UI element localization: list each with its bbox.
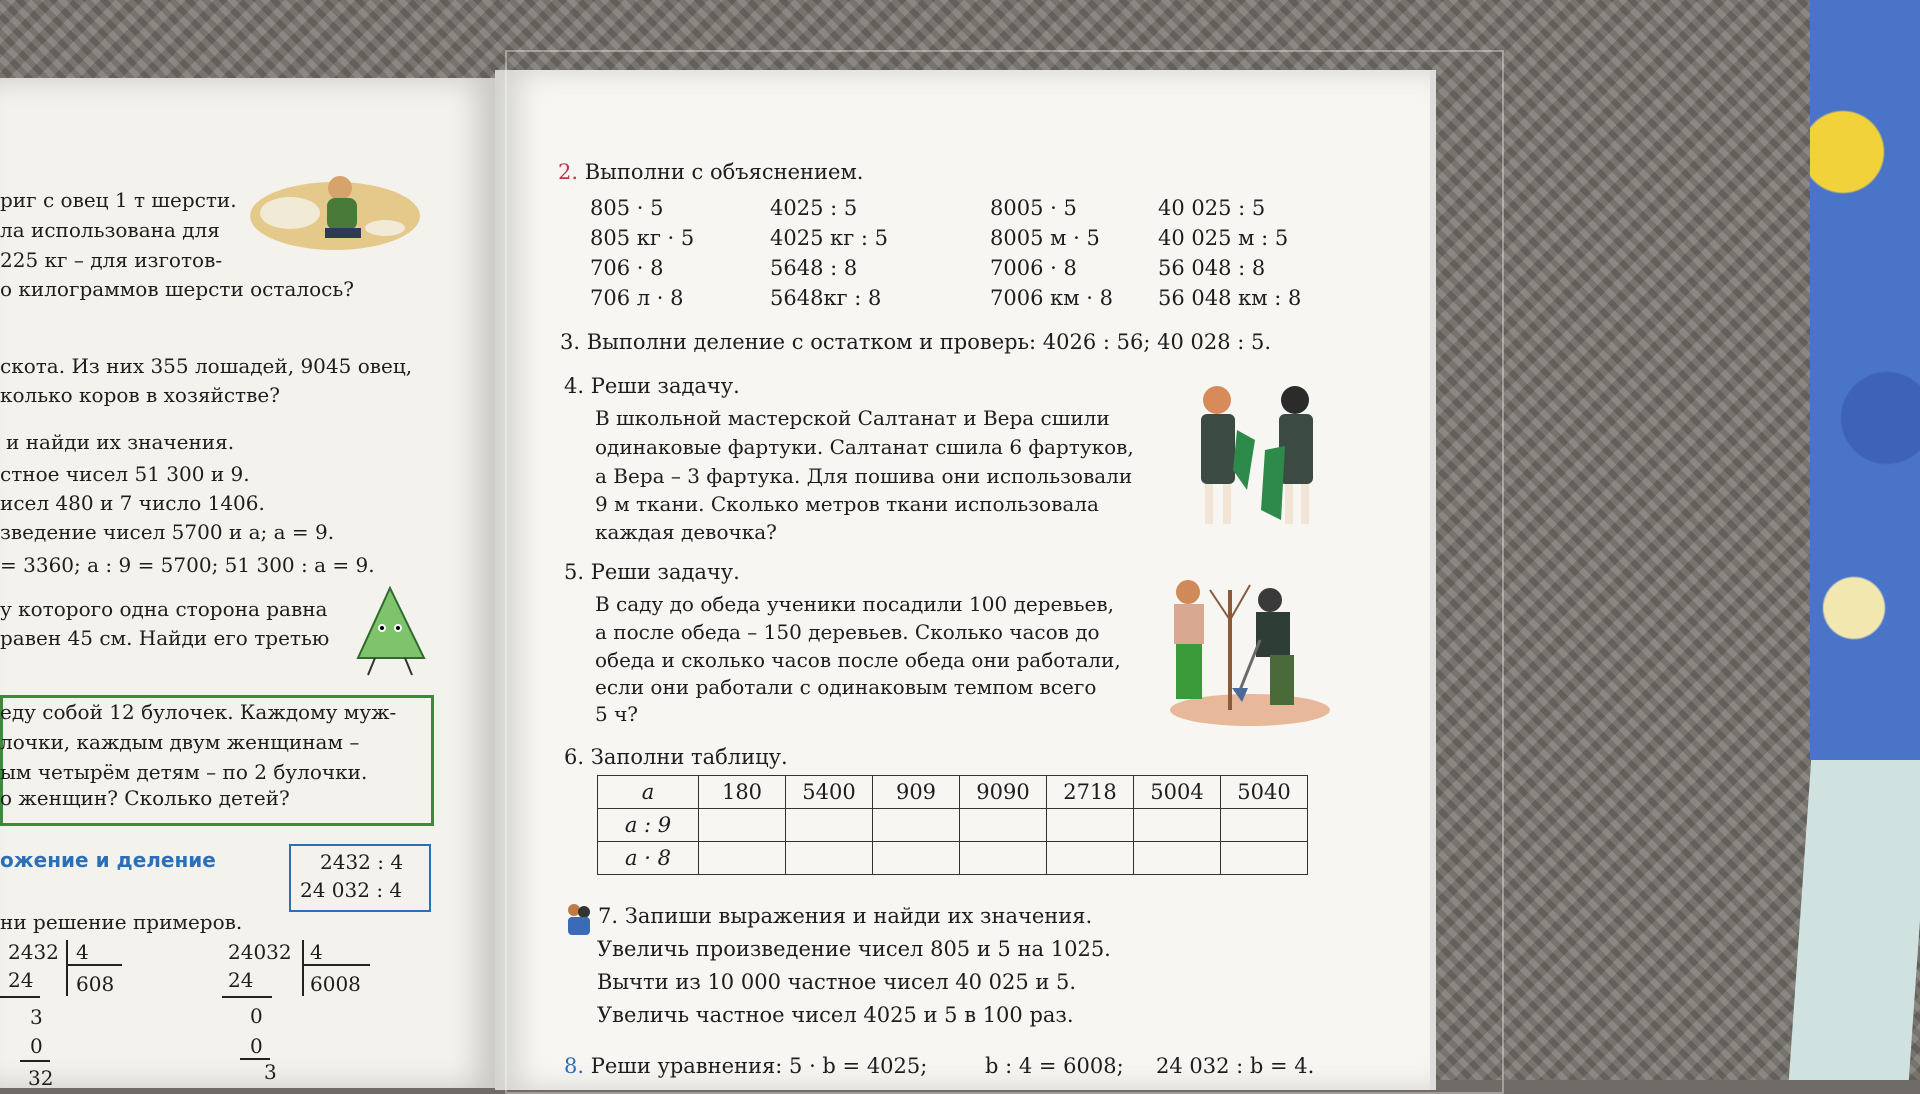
table-header-cell: 5400: [786, 776, 873, 809]
division-bar: [222, 996, 272, 998]
left-text-line: о килограммов шерсти осталось?: [0, 277, 354, 301]
left-text-line: и найди их значения.: [6, 430, 235, 454]
box-text-line: еду собой 12 булочек. Каждому муж-: [0, 700, 397, 724]
left-text-line: = 3360; а : 9 = 5700; 51 300 : а = 9.: [0, 553, 375, 577]
left-text-line: колько коров в хозяйстве?: [0, 383, 280, 407]
division-step: 24: [8, 968, 34, 992]
exercise-6-heading: [564, 745, 788, 769]
box-text-line: о женщин? Сколько детей?: [0, 786, 290, 810]
tree-planting-illustration: [1160, 560, 1335, 730]
ex5-line: обеда и сколько часов после обеда они работали,: [595, 648, 1121, 672]
ex2-cell: 706 · 8: [590, 256, 664, 280]
equation: b : 4 = 6008;: [985, 1054, 1124, 1078]
exercise-8: [564, 1054, 927, 1078]
table-cell: [873, 809, 960, 842]
table-row: [598, 776, 1308, 809]
boxed-example: 24 032 : 4: [300, 878, 403, 902]
notebook-edge: [1789, 760, 1920, 1080]
table-cell: [1221, 842, 1308, 875]
ex7-line: Вычти из 10 000 частное чисел 40 025 и 5.: [597, 970, 1077, 994]
left-text-line: равен 45 см. Найди его третью: [0, 626, 330, 650]
exercise-number: 2.: [558, 160, 579, 184]
division-bar: [66, 940, 68, 996]
exercise-title: Выполни с объяснением.: [584, 160, 864, 184]
table-header-cell: 5040: [1221, 776, 1308, 809]
table-row: [598, 842, 1308, 875]
instruction-text: ни решение примеров.: [0, 910, 243, 934]
exercise-2-heading: [558, 160, 863, 184]
exercise-title: Заполни таблицу.: [590, 745, 788, 769]
table-header-cell: 180: [699, 776, 786, 809]
ex5-line: если они работали с одинаковым темпом всего: [595, 675, 1097, 699]
ex2-cell: 4025 : 5: [770, 196, 858, 220]
table-row-label: а : 9: [598, 809, 699, 842]
exercise-number: 5.: [564, 560, 585, 584]
table-cell: [960, 809, 1047, 842]
division-step: 3: [30, 1005, 43, 1029]
table-header-cell: 5004: [1134, 776, 1221, 809]
ex4-line: В школьной мастерской Салтанат и Вера сшили: [595, 406, 1110, 430]
left-text-line: 225 кг – для изготов-: [0, 248, 223, 272]
boxed-example: 2432 : 4: [320, 850, 404, 874]
table-cell: [960, 842, 1047, 875]
left-text-line: скота. Из них 355 лошадей, 9045 овец,: [0, 354, 413, 378]
ex2-cell: 706 л · 8: [590, 286, 684, 310]
fill-table: [597, 775, 1308, 875]
shearing-illustration: [245, 158, 425, 258]
ex2-cell: 4025 кг : 5: [770, 226, 889, 250]
table-cell: [1047, 842, 1134, 875]
table-row: [598, 809, 1308, 842]
left-text-line: у которого одна сторона равна: [0, 597, 328, 621]
division-step: 24: [228, 968, 254, 992]
table-cell: [1047, 809, 1134, 842]
left-text-line: риг с овец 1 т шерсти.: [0, 188, 237, 212]
exercise-number: 7.: [598, 904, 619, 928]
ex2-cell: 5648кг : 8: [770, 286, 882, 310]
ex2-cell: 7006 км · 8: [990, 286, 1113, 310]
ex2-cell: 40 025 м : 5: [1158, 226, 1289, 250]
ex2-cell: 56 048 км : 8: [1158, 286, 1302, 310]
division-bar: [304, 964, 370, 966]
left-text-line: стное чисел 51 300 и 9.: [0, 462, 250, 486]
table-header-cell: 2718: [1047, 776, 1134, 809]
ex4-line: а Вера – 3 фартука. Для пошива они использовали: [595, 464, 1133, 488]
box-text-line: ым четырём детям – по 2 булочки.: [0, 760, 368, 784]
division-divisor: 4: [76, 940, 89, 964]
table-cell: [1221, 809, 1308, 842]
exercise-7-heading: [598, 904, 1092, 928]
division-bar: [20, 1060, 50, 1062]
exercise-number: 6.: [564, 745, 585, 769]
exercise-number: 4.: [564, 374, 585, 398]
floral-cloth: [1810, 0, 1920, 760]
ex2-cell: 805 · 5: [590, 196, 664, 220]
ex2-cell: 7006 · 8: [990, 256, 1077, 280]
ex4-line: одинаковые фартуки. Салтанат сшила 6 фартуков,: [595, 435, 1134, 459]
ex2-cell: 5648 : 8: [770, 256, 858, 280]
table-cell: [873, 842, 960, 875]
left-text-line: ла использована для: [0, 218, 220, 242]
ex5-line: В саду до обеда ученики посадили 100 деревьев,: [595, 592, 1114, 616]
exercise-4-heading: [564, 374, 740, 398]
division-step: 0: [250, 1034, 263, 1058]
division-bar: [302, 940, 304, 996]
equation: 24 032 : b = 4.: [1156, 1054, 1315, 1078]
ex2-cell: 56 048 : 8: [1158, 256, 1266, 280]
ex7-line: Увеличь произведение чисел 805 и 5 на 1025.: [597, 937, 1111, 961]
table-cell: [1134, 842, 1221, 875]
division-step: 0: [250, 1004, 263, 1028]
exercise-text: Реши уравнения: 5 · b = 4025;: [590, 1054, 928, 1078]
ex2-cell: 40 025 : 5: [1158, 196, 1266, 220]
table-cell: [786, 809, 873, 842]
box-text-line: лочки, каждым двум женщинам –: [0, 730, 360, 754]
left-text-line: зведение чисел 5700 и а; а = 9.: [0, 520, 335, 544]
division-step: 32: [28, 1066, 54, 1090]
triangle-mascot-illustration: [350, 580, 430, 680]
ex4-line: 9 м ткани. Сколько метров ткани использовала: [595, 492, 1099, 516]
ex7-line: Увеличь частное чисел 4025 и 5 в 100 раз.: [597, 1003, 1074, 1027]
division-quotient: 608: [76, 972, 115, 996]
exercise-number: 8.: [564, 1054, 585, 1078]
table-header-cell: а: [598, 776, 699, 809]
table-cell: [699, 842, 786, 875]
ex4-line: каждая девочка?: [595, 520, 777, 544]
table-header-cell: 909: [873, 776, 960, 809]
ex2-cell: 805 кг · 5: [590, 226, 695, 250]
exercise-5-heading: [564, 560, 740, 584]
division-divisor: 4: [310, 940, 323, 964]
division-step: 3: [264, 1060, 277, 1084]
left-text-line: исел 480 и 7 число 1406.: [0, 491, 265, 515]
ex5-line: а после обеда – 150 деревьев. Сколько часов до: [595, 620, 1100, 644]
exercise-3: [560, 330, 1271, 354]
table-row-label: а · 8: [598, 842, 699, 875]
table-cell: [699, 809, 786, 842]
division-dividend: 24032: [228, 940, 292, 964]
ex2-cell: 8005 м · 5: [990, 226, 1100, 250]
table-cell: [1134, 809, 1221, 842]
division-dividend: 2432: [8, 940, 59, 964]
girls-sewing-illustration: [1185, 380, 1335, 545]
exercise-number: 3.: [560, 330, 581, 354]
exercise-text: Выполни деление с остатком и проверь: 4026 : 56; 40 028 : 5.: [586, 330, 1272, 354]
table-cell: [786, 842, 873, 875]
division-step: 0: [30, 1034, 43, 1058]
ex5-line: 5 ч?: [595, 702, 639, 726]
division-bar: [0, 996, 40, 998]
section-title: ожение и деление: [0, 848, 216, 872]
pair-work-icon: [566, 902, 592, 936]
division-bar: [68, 964, 122, 966]
exercise-title: Реши задачу.: [590, 374, 740, 398]
exercise-title: Запиши выражения и найди их значения.: [624, 904, 1093, 928]
table-header-cell: 9090: [960, 776, 1047, 809]
ex2-cell: 8005 · 5: [990, 196, 1077, 220]
division-quotient: 6008: [310, 972, 361, 996]
exercise-title: Реши задачу.: [590, 560, 740, 584]
